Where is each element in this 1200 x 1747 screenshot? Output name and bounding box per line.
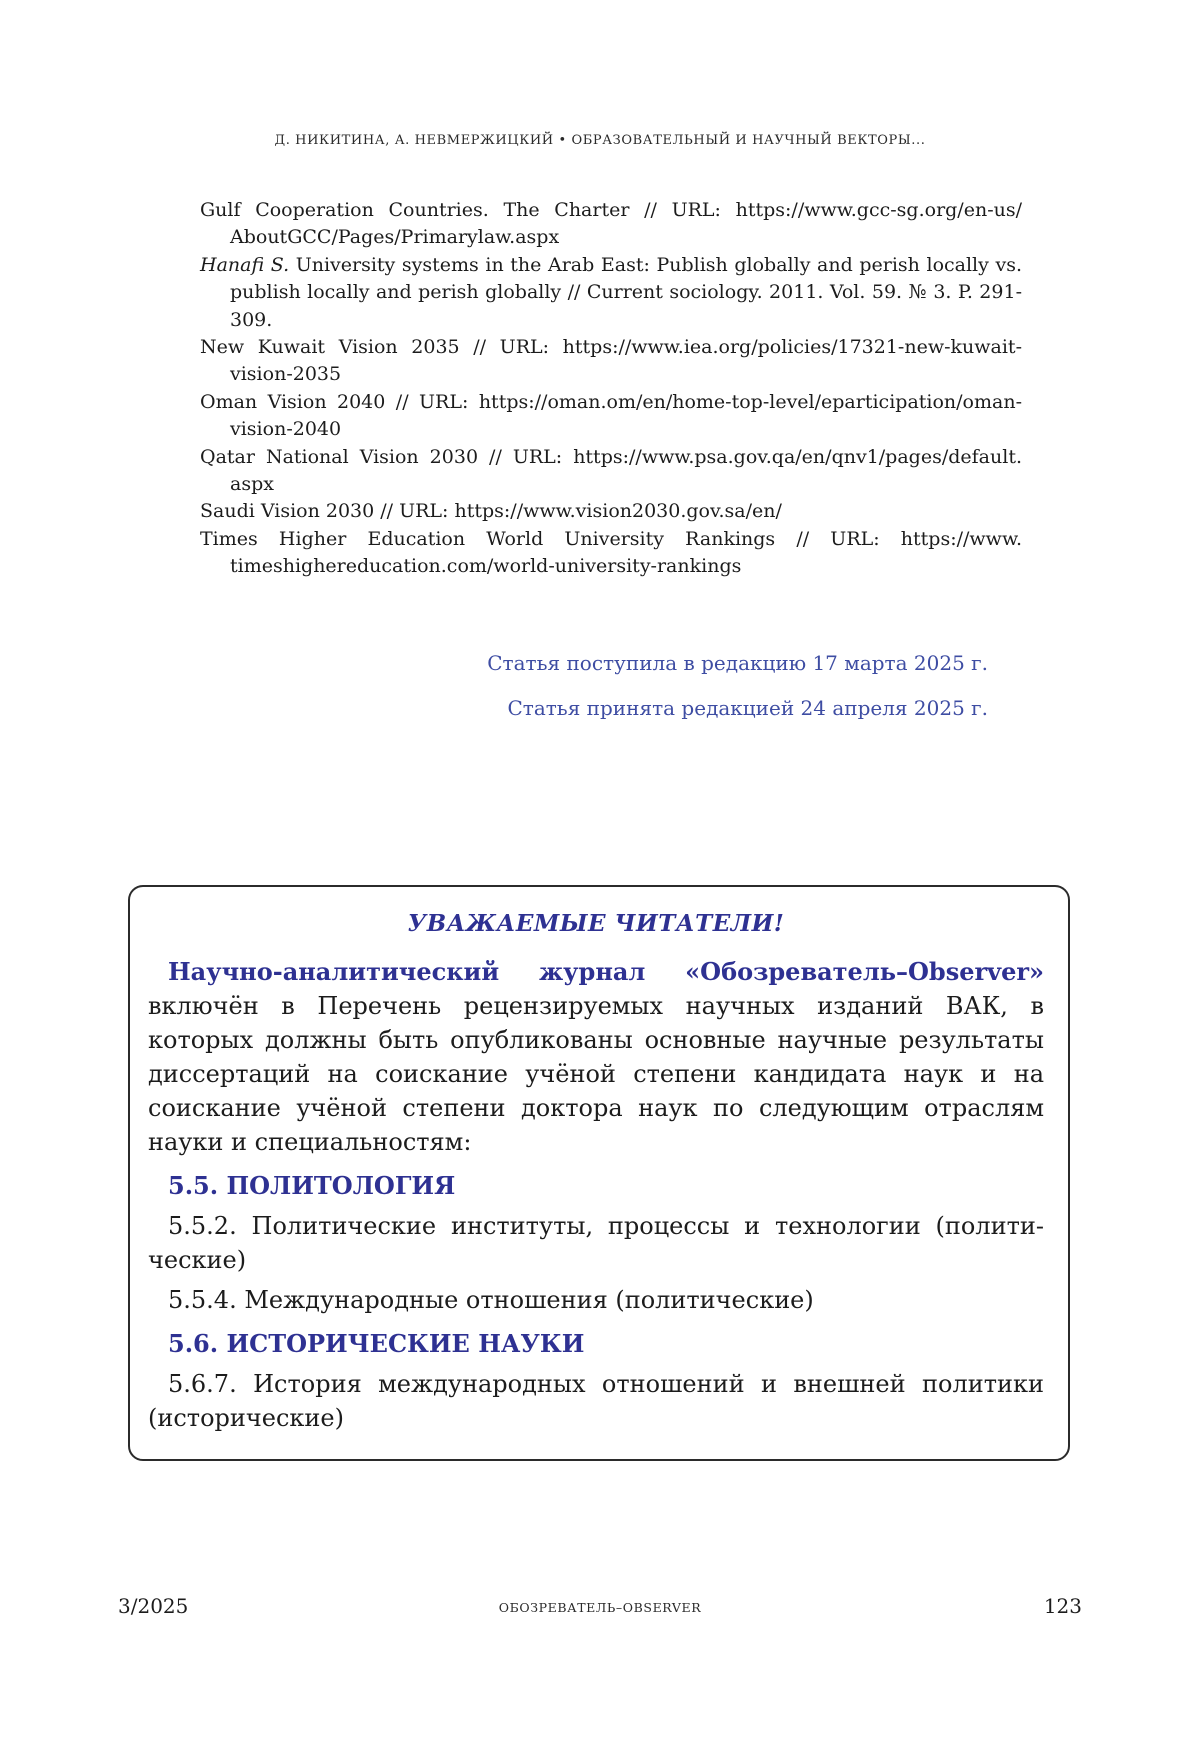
reference-item (200, 498, 1022, 525)
reference-text: Saudi Vision 2030 // URL: https://www.vision2030.gov.sa/en/ (200, 500, 782, 523)
section-heading-politology: 5.5. ПОЛИТОЛОГИЯ (168, 1171, 456, 1200)
references-list (200, 197, 1022, 581)
reference-text: New Kuwait Vision 2035 // URL: https://www.iea.org/policies/17321-new-kuwait-vision-2035 (200, 336, 1022, 386)
footer-page-number: 123 (1043, 1594, 1082, 1618)
article-accepted-date: Статья принята редакцией 24 апреля 2025 г. (507, 696, 988, 720)
reference-item (200, 444, 1022, 499)
footer-journal-title: ОБОЗРЕВАТЕЛЬ–OBSERVER (498, 1600, 702, 1615)
article-dates (200, 650, 988, 740)
reference-item (200, 252, 1022, 334)
article-received-date: Статья поступила в редакцию 17 марта 2025 г. (487, 651, 988, 675)
reference-text: Times Higher Education World University Rankings // URL: https://www.​timeshighereducation.com/world-university-rankings (200, 527, 1022, 578)
notice-lead-rest: включён в Перечень рецензируемых научных изданий ВАК, в которых должны быть опубликованы основные научные результаты диссертаций на соискание учёной степени кандидата наук и на соискание учёной степени доктора наук по следующим отраслям науки и специальностям: (148, 992, 1044, 1156)
section-item-5-5-4: 5.5.4. Международные отношения (политические) (168, 1286, 814, 1314)
reference-item (200, 526, 1022, 581)
reference-text: Gulf Cooperation Countries. The Charter // URL: https://www.gcc-sg.org/en-us/​AboutGCC/Pages/Primarylaw.aspx (200, 199, 1022, 249)
running-header: Д. НИКИТИНА, А. НЕВМЕРЖИЦКИЙ • ОБРАЗОВАТЕЛЬНЫЙ И НАУЧНЫЙ ВЕКТОРЫ... (274, 133, 926, 148)
reference-text: Qatar National Vision 2030 // URL: https://www.psa.gov.qa/en/qnv1/pages/default.​aspx (200, 445, 1022, 496)
reference-text: University systems in the Arab East: Publish globally and perish locally vs. publish locally and perish globally // Current sociology. 2011. Vol. 59. № 3. P. 291-309. (230, 253, 1022, 331)
reference-text: Oman Vision 2040 // URL: https://oman.om/en/home-top-level/eparticipation/oman-vision-2040 (200, 390, 1022, 441)
footer-issue: 3/2025 (118, 1594, 189, 1618)
page-footer (0, 1593, 1200, 1623)
reference-item (200, 334, 1022, 389)
notice-box (128, 885, 1070, 1461)
reference-author-italic: Hanafi S. (200, 253, 290, 276)
reference-item (200, 197, 1022, 252)
notice-lead-paragraph (148, 955, 1044, 1159)
section-heading-history: 5.6. ИСТОРИЧЕСКИЕ НАУКИ (168, 1329, 585, 1358)
journal-name-bold: Научно-аналитический журнал «Обозреватель–Observer» (168, 957, 1044, 986)
reference-item (200, 389, 1022, 444)
section-item-5-5-2: 5.5.2. Политические институты, процессы и технологии (политические) (148, 1212, 1044, 1274)
section-item-5-6-7: 5.6.7. История международных отношений и внешней политики (исторические) (148, 1370, 1044, 1432)
notice-box-title: УВАЖАЕМЫЕ ЧИТАТЕЛИ! (407, 910, 785, 937)
